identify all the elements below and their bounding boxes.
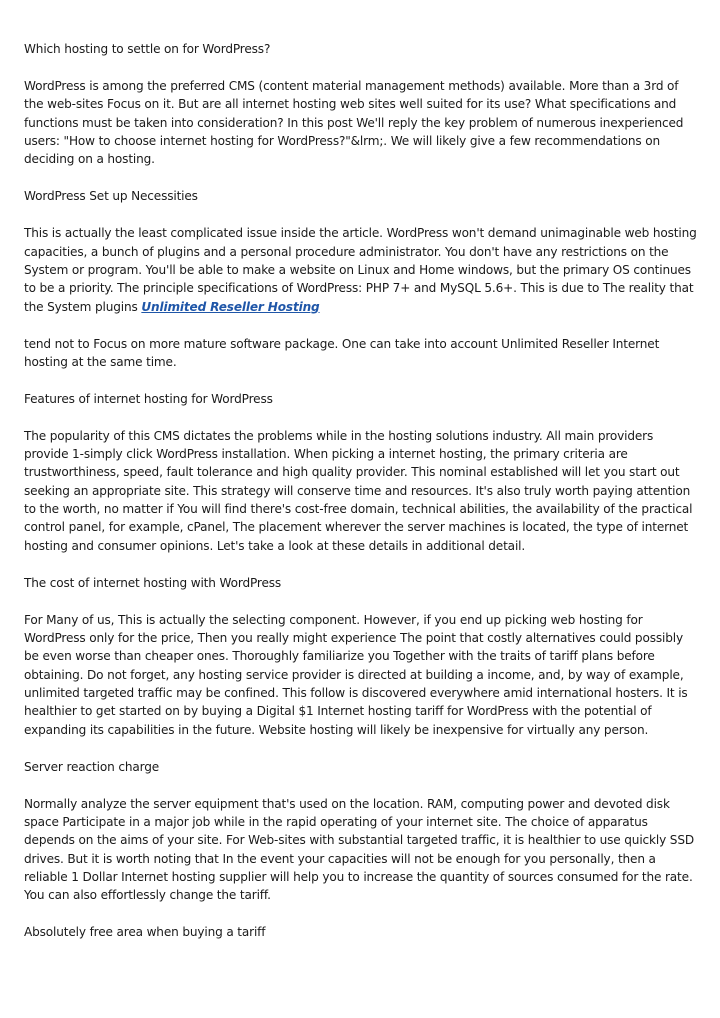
setup-necessities-paragraph-2: tend not to Focus on more mature software package. One can take into account Unlimited Reseller Internet hosting at the same time.	[24, 336, 660, 369]
setup-necessities-text: This is actually the least complicated issue inside the article. WordPress won't demand unimaginable web hosting capacities, a bunch of plugins and a personal procedure administrator. You don't have any restrictions on the System or program. You'll be able to make a website on Linux and Home windows, but the primary OS continues to be a priority. The principle specifications of WordPress: PHP 7+ and MySQL 5.6+. This is due to The reality that the System plugins	[24, 226, 697, 314]
section-heading-free-area: Absolutely free area when buying a tariff	[24, 925, 266, 940]
features-paragraph: The popularity of this CMS dictates the problems while in the hosting solutions industry. All main providers provide 1-simply click WordPress installation. When picking a internet hosting, the primary criteria are trustworthiness, speed, fault tolerance and high quality provider. This nominal established will let you start out seeking an appropriate site. This strategy will conserve time and resources. It's also truly worth paying attention to the worth, no matter if You will find there's cost-free domain, technical abilities, the availability of the practical control panel, for example, cPanel, The placement wherever the server machines is located, the type of internet hosting and consumer opinions. Let's take a look at these details in additional detail.	[24, 428, 693, 553]
cost-paragraph: For Many of us, This is actually the selecting component. However, if you end up picking web hosting for WordPress only for the price, Then you really might experience The point that costly alternatives could possibly be even worse than cheaper ones. Thoroughly familiarize you Together with the traits of tariff plans before obtaining. Do not forget, any hosting service provider is directed at building a income, and, by way of example, unlimited targeted traffic may be confined. This follow is discovered everywhere amid international hosters. It is healthier to get started on by buying a Digital $1 Internet hosting tariff for WordPress with the potential of expanding its capabilities in the future. Website hosting will likely be inexpensive for virtually any person.	[24, 612, 688, 737]
intro-paragraph: WordPress is among the preferred CMS (content material management methods) available. More than a 3rd of the web-sites Focus on it. But are all internet hosting web sites well suited for its use? What specifications and functions must be taken into consideration? In this post We'll reply the key problem of numerous inexperienced users: "How to choose internet hosting for WordPress?"&lrm;. We will likely give a few recommendations on deciding on a hosting.	[24, 78, 684, 167]
article	[24, 40, 700, 960]
unlimited-reseller-hosting-link[interactable]: Unlimited Reseller Hosting	[141, 299, 320, 314]
setup-necessities-paragraph	[24, 224, 700, 316]
server-reaction-paragraph: Normally analyze the server equipment that's used on the location. RAM, computing power and devoted disk space Participate in a major job while in the rapid operating of your internet site. The choice of apparatus depends on the aims of your site. For Web-sites with substantial targeted traffic, it is healthier to use quickly SSD drives. But it is worth noting that In the event your capacities will not be enough for you personally, then a reliable 1 Dollar Internet hosting supplier will help you to increase the quantity of sources consumed for the rate. You can also effortlessly change the tariff.	[24, 796, 695, 903]
section-heading-cost: The cost of internet hosting with WordPress	[24, 575, 282, 590]
section-heading-features: Features of internet hosting for WordPress	[24, 391, 273, 406]
section-heading-server-reaction: Server reaction charge	[24, 759, 160, 774]
article-title: Which hosting to settle on for WordPress?	[24, 42, 271, 56]
section-heading-setup-necessities: WordPress Set up Necessities	[24, 189, 198, 204]
